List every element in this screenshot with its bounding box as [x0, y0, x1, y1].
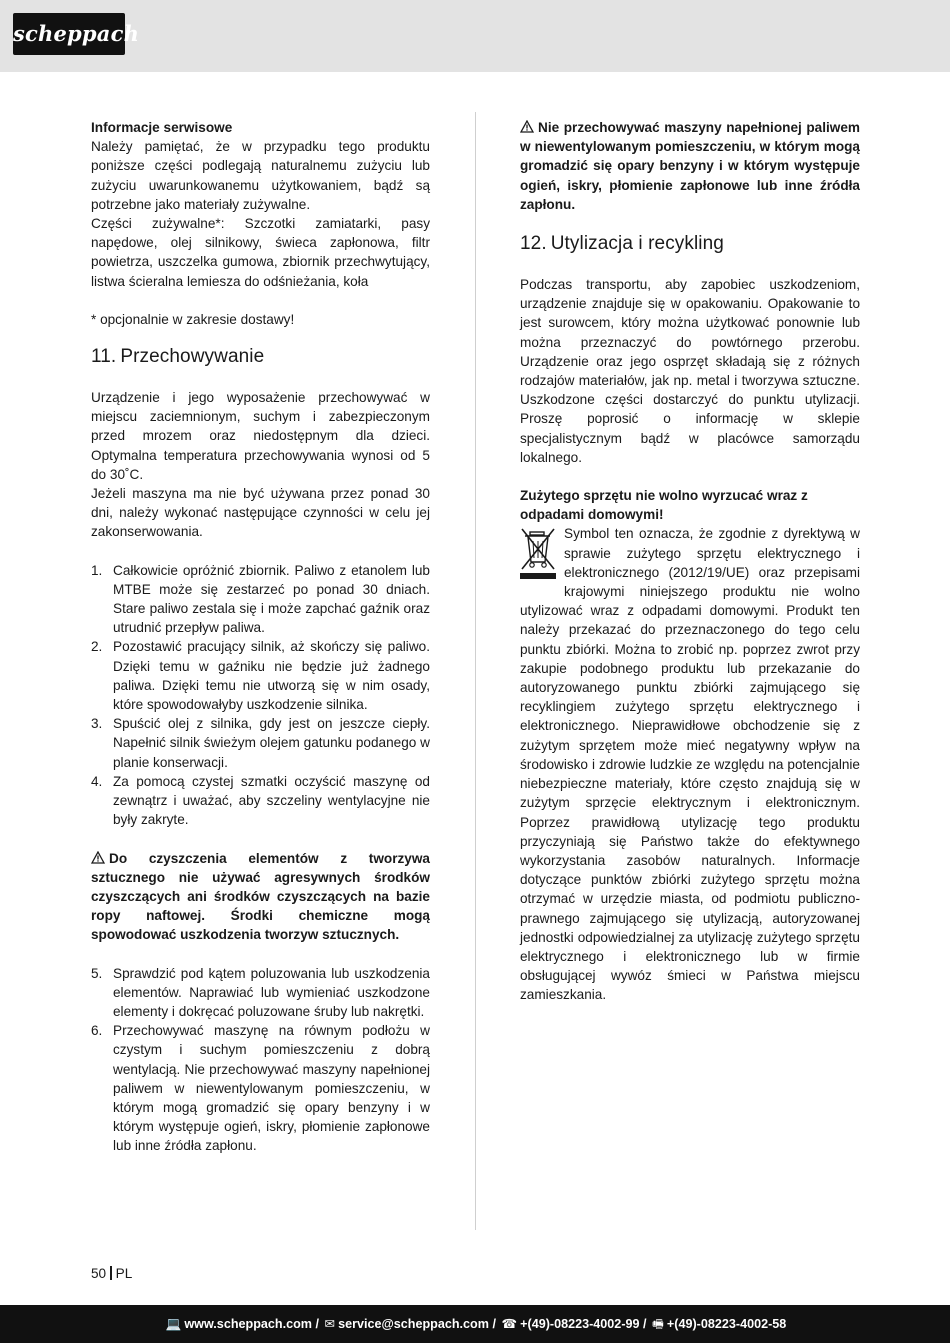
- service-info-paragraph: Należy pamiętać, że w przypadku tego produktu poniższe części podlegają naturalnemu zużyciu lub zużyciu uwarunkowanemu użytkowaniem, bądź są potrzebne jako materiały zużywalne.: [91, 139, 430, 212]
- weee-paragraph: Symbol ten oznacza, że zgodnie z dyrektywą w sprawie zużytego sprzętu elektrycznego i elektronicznego (2012/19/UE) oraz przepisami krajowymi niniejszego produktu nie wolno utylizować wraz z odpadami domowymi. Produkt ten należy przekazać do przeznaczonego do tego celu punktu zbiórki. Można to zrobić np. poprzez zwrot przy zakupie podobnego produktu lub przekazanie do autoryzowanego punktu zbiórki zajmującego się recyklingiem zużytego sprzętu elektrycznego i elektronicznego. Nieprawidłowe obchodzenie się z zużytym sprzętem może mieć negatywny wpływ na środowisko i zdrowie ludzkie ze względu na potencjalnie niebezpieczne materiały, które często znajdują się w zużytym sprzęcie elektrycznym i elektronicznym. Poprzez prawidłową utylizację tego produktu przyczyniają się Państwo także do efektywnego wykorzystania zasobów naturalnych. Informacje dotyczące punktów zbiórki zużytego sprzętu można otrzymać w urzędzie miasta, od podmiotu publiczno-prawnego zajmującego się utylizacją, autoryzowanej jednostki odpowiedzialnej za utylizację zużytego sprzętu elektrycznego i elektronicznego lub w firmie obsługującej wywóz śmieci w Państwa miejscu zamieszkania.: [520, 526, 860, 1003]
- recycling-paragraph: Podczas transportu, aby zapobiec uszkodzeniom, urządzenie znajduje się w opakowaniu. Opakowanie to jest surowcem, który można użytkować ponownie lub można przeznaczyć do powtórnego przerobu. Urządzenie oraz jego osprzęt składają się z różnych rodzajów materiałów, jak np. metal i tworzywa sztuczne. Uszkodzone części dostarczyć do punktu utylizacji. Proszę poprosić o informację w sklepie specjalistycznym bądź w placówce samorządu lokalnego.: [520, 277, 860, 465]
- warning-triangle-icon: [91, 851, 105, 864]
- brand-logo: scheppach: [13, 13, 125, 55]
- weee-title: Zużytego sprzętu nie wolno wyrzucać wraz z odpadami domowymi!: [520, 488, 808, 523]
- crossed-bin-icon: [520, 526, 560, 582]
- footer-bar: [0, 1305, 950, 1343]
- delivery-note: * opcjonalnie w zakresie dostawy!: [91, 311, 295, 327]
- column-divider: [475, 112, 476, 1230]
- header-bar: [0, 0, 950, 72]
- language-code: PL: [115, 1266, 133, 1281]
- list-number: 2.: [91, 639, 103, 655]
- storage-preservation-paragraph: Jeżeli maszyna ma nie być używana przez ponad 30 dni, należy wykonać następujące czynności w celu jej zakonserwowania.: [91, 486, 430, 540]
- fax-number: +(49)-08223-4002-58: [666, 1317, 787, 1331]
- wear-parts-paragraph: Części zużywalne*: Szczotki zamiatarki, pasy napędowe, olej silnikowy, świeca zapłonowa, filtr powietrza, uszczelka gumowa, zbiornik przechwytujący, listwa ścieralna lemiesza do odśnieżania, koła: [91, 216, 430, 289]
- page-number-value: 50: [91, 1266, 107, 1281]
- maintenance-steps-list: [91, 964, 430, 1156]
- list-number: 1.: [91, 562, 103, 578]
- fuel-storage-warning: [520, 118, 860, 214]
- list-text: Całkowicie opróżnić zbiornik. Paliwo z etanolem lub MTBE może się zestarzeć po ponad 30 dniach. Stare paliwo zestala się i może zapchać gaźnik oraz utrudnić przepływ paliwa.: [113, 562, 430, 636]
- plastic-cleaning-warning: [91, 849, 430, 945]
- list-text: Przechowywać maszynę na równym podłożu w czystym i suchym pomieszczeniu z dobrą wentylacją. Nie przechowywać maszyny napełnionej paliwem w niewentylowanym pomieszczeniu, w którym mogą gromadzić się opary benzyny i w którym występuje ogień, iskry, płomienie zapłonowe lub inne źródła zapłonu.: [113, 1023, 430, 1154]
- page-number-separator: [110, 1266, 112, 1280]
- section-title: Utylizacja i recykling: [550, 233, 724, 255]
- section-title: Przechowywanie: [120, 346, 265, 368]
- list-text: Pozostawić pracujący silnik, aż skończy się paliwo. Dzięki temu w gaźniku nie będzie już żadnego paliwa. Dzięki temu nie utworzą się w nim osady, które spowodowałyby uszkodzenie silnika.: [113, 639, 430, 713]
- section-heading-recycling: [520, 232, 860, 256]
- list-item: [91, 561, 430, 638]
- email-link[interactable]: service@scheppach.com /: [338, 1317, 496, 1331]
- warning-text: Nie przechowywać maszyny napełnionej paliwem w niewentylowanym pomieszczeniu, w którym mogą gromadzić się opary benzyny i w którym występuje ogień, iskry, płomienie zapłonowe lub inne źródła zapłonu.: [520, 120, 860, 212]
- list-number: 5.: [91, 965, 103, 981]
- list-text: Za pomocą czystej szmatki oczyścić maszynę od zewnątrz i uważać, aby szczeliny wentylacyjne nie były zakryte.: [113, 773, 430, 828]
- list-number: 3.: [91, 716, 103, 732]
- weee-section: [520, 524, 860, 1004]
- list-item: [91, 714, 430, 772]
- list-item: [91, 1021, 430, 1155]
- list-text: Spuścić olej z silnika, gdy jest on jeszcze ciepły. Napełnić silnik świeżym olejem gatunku podanego w planie konserwacji.: [113, 716, 430, 770]
- mail-icon: ✉: [324, 1317, 336, 1331]
- phone-icon: ☎: [501, 1317, 518, 1331]
- storage-steps-list: [91, 561, 430, 830]
- fax-icon: 🖷: [652, 1317, 664, 1331]
- list-item: [91, 637, 430, 714]
- list-number: 6.: [91, 1023, 103, 1039]
- service-info-title: Informacje serwisowe: [91, 120, 233, 135]
- left-column: [91, 118, 430, 1156]
- list-number: 4.: [91, 773, 103, 789]
- list-item: [91, 772, 430, 830]
- section-number: 11.: [91, 346, 117, 368]
- right-column: [520, 118, 860, 1005]
- warning-text: Do czyszczenia elementów z tworzywa sztucznego nie używać agresywnych środków czyszczących ani środków czyszczących na bazie ropy naftowej. Środki chemiczne mogą spowodować uszkodzenia tworzyw sztucznych.: [91, 850, 430, 943]
- phone-number: +(49)-08223-4002-99 /: [520, 1317, 647, 1331]
- warning-triangle-icon: [520, 120, 534, 133]
- section-heading-storage: [91, 345, 430, 369]
- website-link[interactable]: www.scheppach.com /: [184, 1317, 319, 1331]
- section-number: 12.: [520, 233, 547, 255]
- list-text: Sprawdzić pod kątem poluzowania lub uszkodzenia elementów. Naprawiać lub wymieniać uszkodzone elementy i dokręcać poluzowane śruby lub nakrętki.: [113, 965, 430, 1019]
- list-item: [91, 964, 430, 1022]
- computer-icon: 💻: [165, 1317, 182, 1331]
- storage-paragraph: Urządzenie i jego wyposażenie przechowywać w miejscu zaciemnionym, suchym i zabezpieczonym przed mrozem oraz niedostępnym dla dzieci. Optymalna temperatura przechowywania wynosi od 5 do 30˚C.: [91, 390, 430, 482]
- page-number: [91, 1264, 132, 1283]
